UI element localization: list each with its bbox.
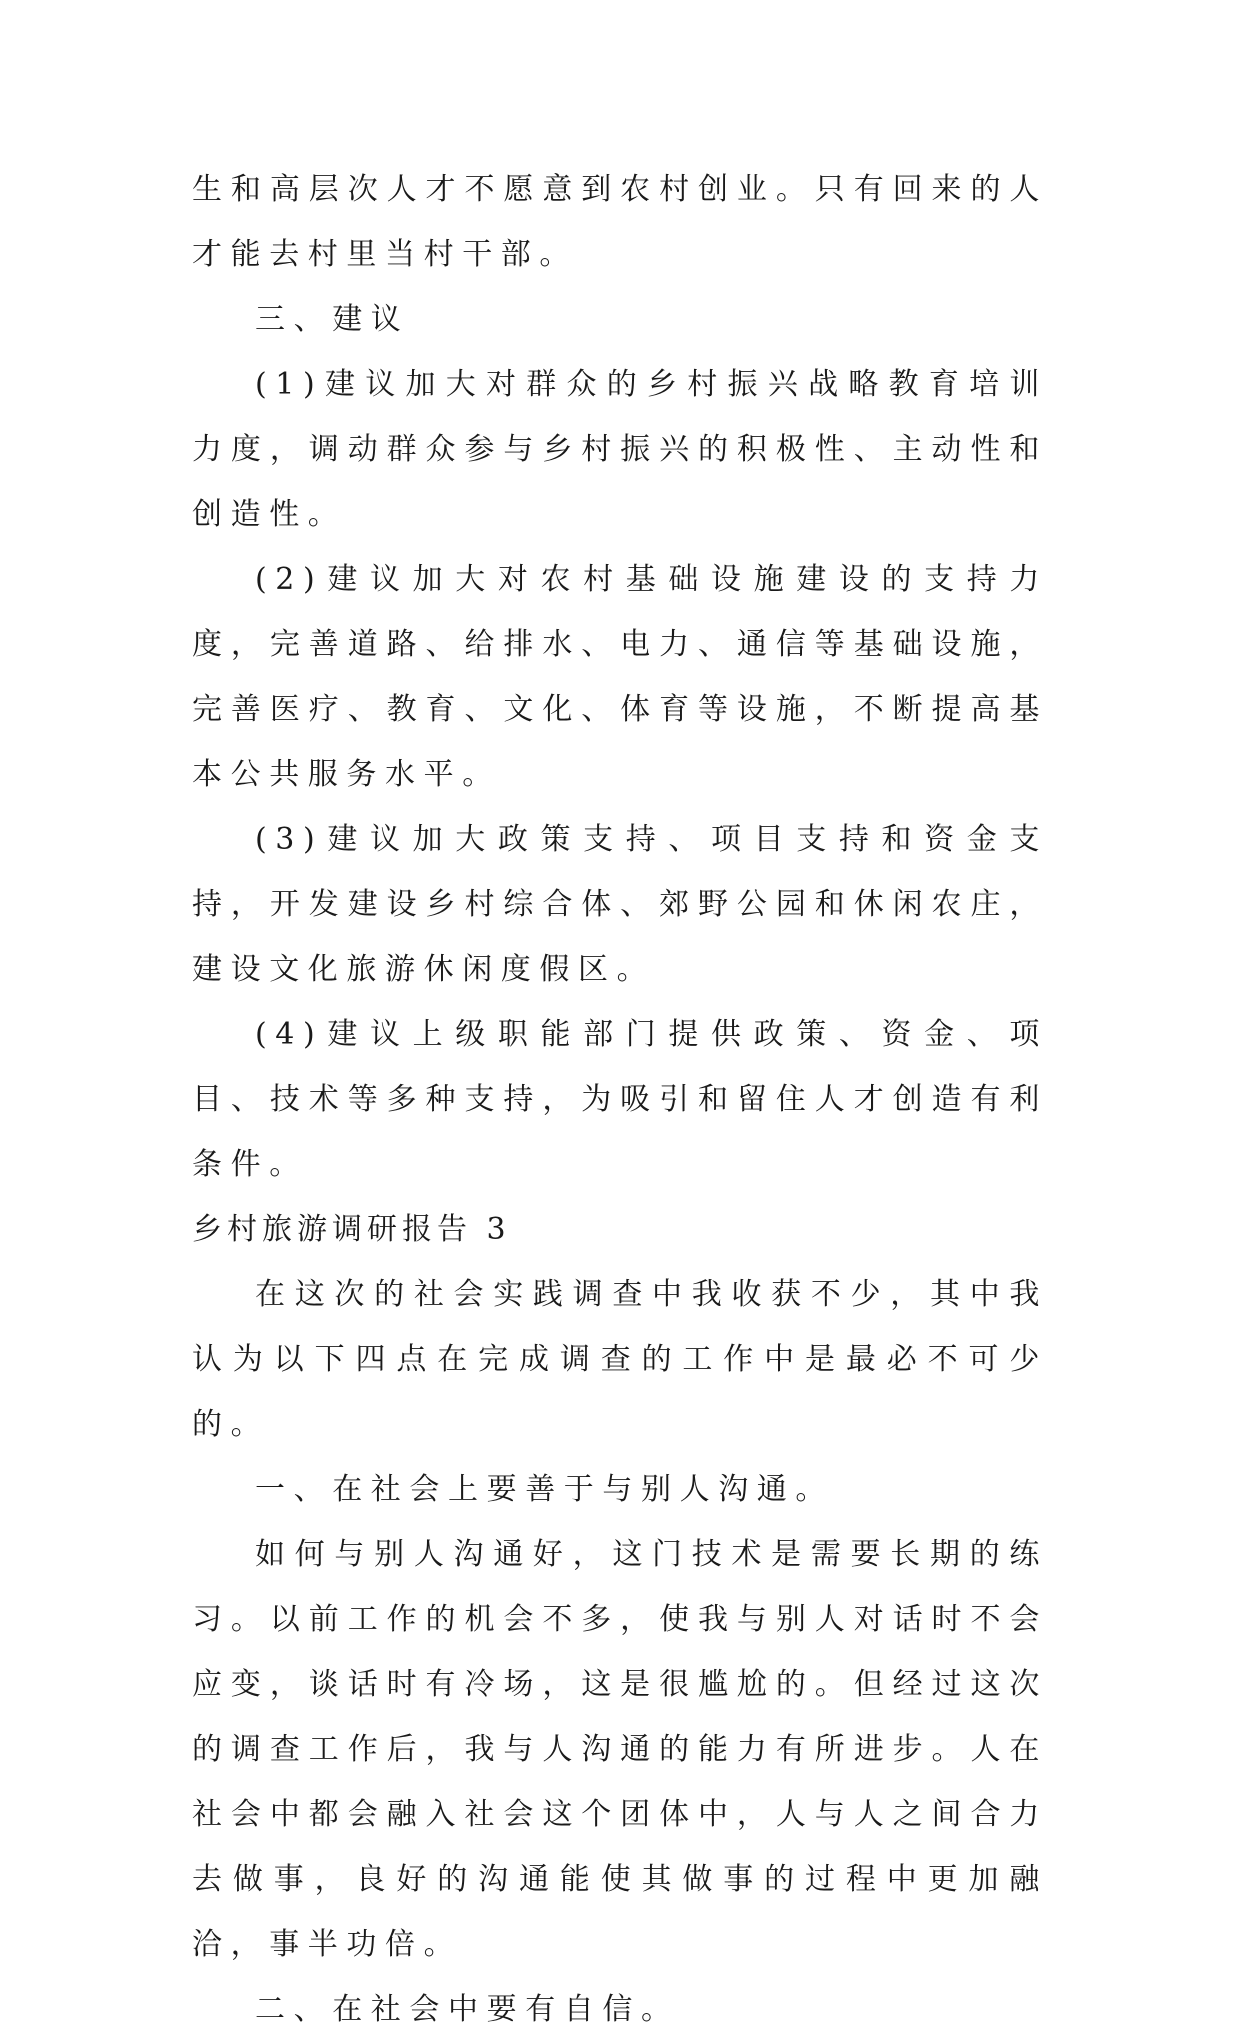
paragraph: 在这次的社会实践调查中我收获不少，其中我认为以下四点在完成调查的工作中是最必不可少的。 (192, 1277, 1048, 1442)
paragraph: 生和高层次人才不愿意到农村创业。只有回来的人才能去村里当村干部。 (192, 172, 1048, 272)
subheading-communication: 一、在社会上要善于与别人沟通。 (255, 1472, 834, 1507)
subheading-confidence: 二、在社会中要有自信。 (255, 1992, 680, 2027)
paragraph: (1)建议加大对群众的乡村振兴战略教育培训力度，调动群众参与乡村振兴的积极性、主动性和创造性。 (192, 367, 1048, 532)
paragraph: (4)建议上级职能部门提供政策、资金、项目、技术等多种支持，为吸引和留住人才创造有利条件。 (192, 1017, 1048, 1182)
section-title: 乡村旅游调研报告 3 (192, 1212, 511, 1247)
paragraph: 如何与别人沟通好，这门技术是需要长期的练习。以前工作的机会不多，使我与别人对话时不会应变，谈话时有冷场，这是很尴尬的。但经过这次的调查工作后，我与人沟通的能力有所进步。人在社会中都会融入社会这个团体中，人与人之间合力去做事，良好的沟通能使其做事的过程中更加融洽，事半功倍。 (192, 1537, 1048, 1962)
paragraph: (3)建议加大政策支持、项目支持和资金支持，开发建设乡村综合体、郊野公园和休闲农庄，建设文化旅游休闲度假区。 (192, 822, 1048, 987)
paragraph: (2)建议加大对农村基础设施建设的支持力度，完善道路、给排水、电力、通信等基础设施，完善医疗、教育、文化、体育等设施，不断提高基本公共服务水平。 (192, 562, 1048, 792)
document-page (192, 157, 1048, 2042)
subheading-suggestions: 三、建议 (255, 302, 410, 337)
